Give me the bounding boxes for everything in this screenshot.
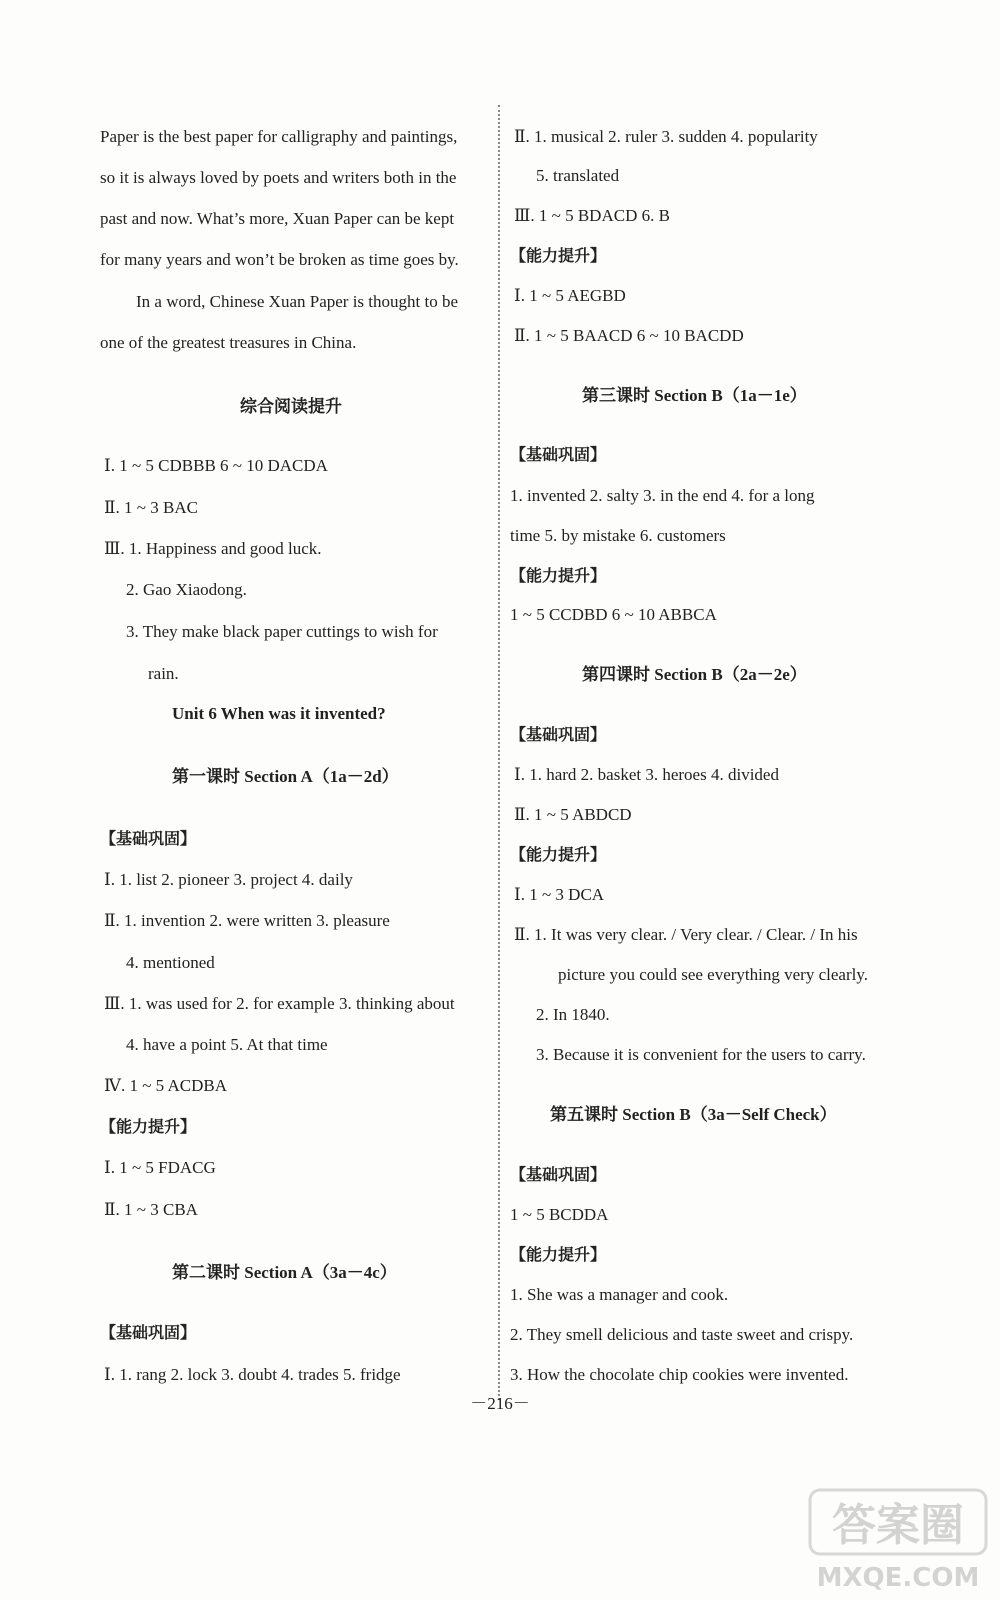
answer-line: 2. In 1840. [536,1005,610,1024]
subsection-label: 【能力提升】 [510,246,607,265]
answer-line: Ⅱ. 1. It was very clear. / Very clear. / Clear. / In his [514,925,858,944]
answer-line: Paper is the best paper for calligraphy and paintings, [100,127,458,146]
answer-line: Ⅱ. 1 ~ 3 BAC [104,498,198,517]
svg-text:MXQE.COM: MXQE.COM [816,1563,980,1593]
answer-line: 3. They make black paper cuttings to wish for [126,622,438,641]
answer-line: Ⅲ. 1. was used for 2. for example 3. thinking about [104,994,455,1013]
subsection-label: 【基础巩固】 [100,829,197,848]
answer-line: Ⅰ. 1 ~ 5 CDBBB 6 ~ 10 DACDA [104,456,328,475]
answer-line: Ⅰ. 1 ~ 3 DCA [514,885,605,904]
answer-line: 1 ~ 5 CCDBD 6 ~ 10 ABBCA [510,605,717,624]
column-divider [498,105,500,1400]
answer-line: In a word, Chinese Xuan Paper is thought to be [136,292,458,311]
answer-line: 2. Gao Xiaodong. [126,580,247,599]
section-heading: 第三课时 Section B（1a－1e） [582,386,807,405]
answer-line: 4. mentioned [126,953,215,972]
section-heading: 综合阅读提升 [240,397,342,416]
subsection-label: 【能力提升】 [100,1117,197,1136]
page-number: －216－ [470,1394,530,1413]
subsection-label: 【能力提升】 [510,566,607,585]
answer-line: 1. invented 2. salty 3. in the end 4. for a long [510,486,815,505]
section-heading: 第一课时 Section A（1a－2d） [172,767,399,786]
answer-line: Ⅱ. 1 ~ 5 ABDCD [514,805,632,824]
answer-line: 3. How the chocolate chip cookies were invented. [510,1365,849,1384]
answer-line: 5. translated [536,166,620,185]
section-heading: 第五课时 Section B（3a－Self Check） [550,1105,837,1124]
section-heading: 第四课时 Section B（2a－2e） [582,665,807,684]
watermark-logo [808,1488,988,1596]
answer-line: 3. Because it is convenient for the users to carry. [536,1045,866,1064]
answer-line: Ⅰ. 1. rang 2. lock 3. doubt 4. trades 5. fridge [104,1365,401,1384]
answer-line: Ⅲ. 1. Happiness and good luck. [104,539,322,558]
answer-line: Ⅱ. 1. musical 2. ruler 3. sudden 4. popularity [514,127,818,146]
subsection-label: 【能力提升】 [510,845,607,864]
section-heading: 第二课时 Section A（3a－4c） [172,1263,397,1282]
answer-line: for many years and won’t be broken as time goes by. [100,250,459,269]
subsection-label: 【基础巩固】 [510,1165,607,1184]
subsection-label: 【基础巩固】 [510,445,607,464]
answer-line: time 5. by mistake 6. customers [510,526,726,545]
section-heading: Unit 6 When was it invented? [172,704,386,723]
answer-line: Ⅰ. 1 ~ 5 FDACG [104,1158,216,1177]
answer-line: rain. [148,664,179,683]
answer-line: past and now. What’s more, Xuan Paper can be kept [100,209,455,228]
answer-line: Ⅱ. 1. invention 2. were written 3. pleasure [104,911,390,930]
answer-line: Ⅱ. 1 ~ 5 BAACD 6 ~ 10 BACDD [514,326,744,345]
answer-line: Ⅰ. 1. list 2. pioneer 3. project 4. daily [104,870,353,889]
subsection-label: 【基础巩固】 [100,1323,197,1342]
answer-line: Ⅱ. 1 ~ 3 CBA [104,1200,198,1219]
answer-line: one of the greatest treasures in China. [100,333,357,352]
answer-line: 4. have a point 5. At that time [126,1035,328,1054]
answer-line: Ⅰ. 1. hard 2. basket 3. heroes 4. divided [514,765,779,784]
svg-text:答案圈: 答案圈 [832,1500,964,1551]
answer-line: 1 ~ 5 BCDDA [510,1205,609,1224]
answer-line: 1. She was a manager and cook. [510,1285,729,1304]
answer-line: Ⅲ. 1 ~ 5 BDACD 6. B [514,206,670,225]
answer-line: Ⅳ. 1 ~ 5 ACDBA [104,1076,228,1095]
subsection-label: 【能力提升】 [510,1245,607,1264]
answer-line: so it is always loved by poets and writers both in the [100,168,457,187]
subsection-label: 【基础巩固】 [510,725,607,744]
answer-line: picture you could see everything very clearly. [558,965,868,984]
answer-line: Ⅰ. 1 ~ 5 AEGBD [514,286,626,305]
answer-line: 2. They smell delicious and taste sweet and crispy. [510,1325,854,1344]
